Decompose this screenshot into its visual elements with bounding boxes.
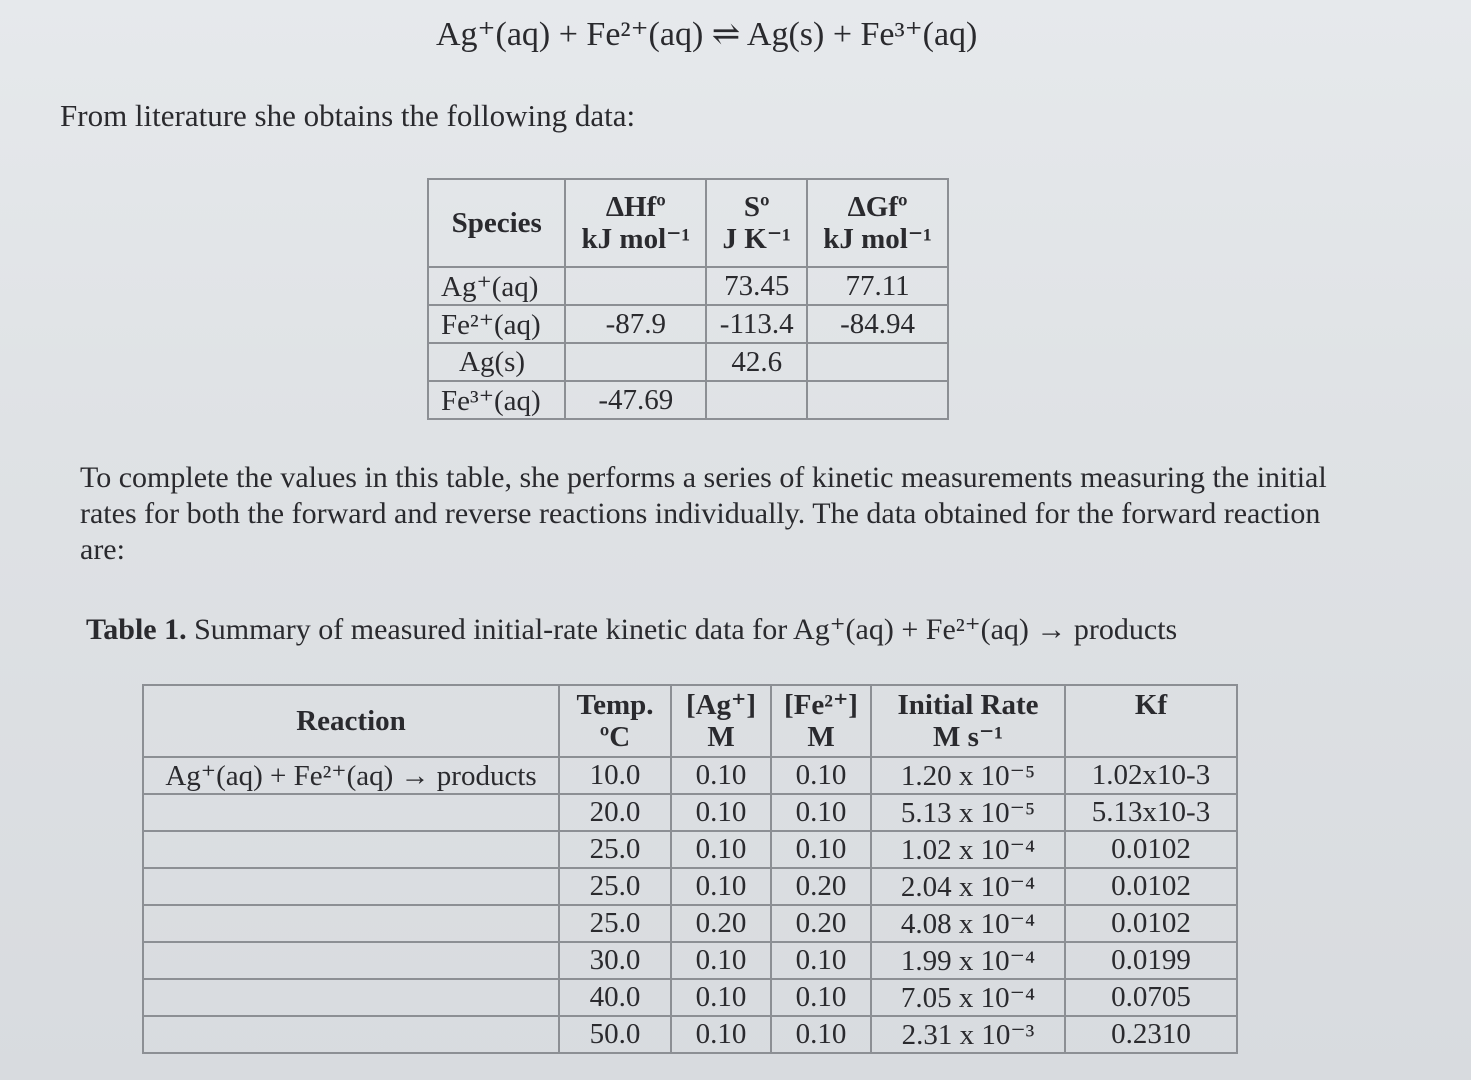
kinetic-header-rate <box>871 685 1065 757</box>
header-line2: kJ mol⁻¹ <box>581 223 691 255</box>
reaction-cell <box>143 794 559 831</box>
rate-cell: 5.13 x 10⁻⁵ <box>871 794 1065 831</box>
table-row <box>143 868 1237 905</box>
fe-conc-cell: 0.10 <box>771 942 871 979</box>
entropy-cell: -113.4 <box>706 305 807 343</box>
ag-conc-cell: 0.10 <box>671 1016 771 1053</box>
rate-cell: 4.08 x 10⁻⁴ <box>871 905 1065 942</box>
ag-conc-cell: 0.10 <box>671 868 771 905</box>
table-row <box>428 267 948 305</box>
fe-conc-cell: 0.20 <box>771 868 871 905</box>
gibbs-cell <box>807 343 948 381</box>
reaction-cell: Ag⁺(aq) + Fe²⁺(aq) → products <box>143 757 559 794</box>
header-line2: M <box>807 721 835 753</box>
fe-conc-cell: 0.10 <box>771 757 871 794</box>
table-row <box>428 381 948 419</box>
kinetic-header-kf <box>1065 685 1237 757</box>
entropy-cell: 42.6 <box>706 343 807 381</box>
species-cell: Fe²⁺(aq) <box>428 305 565 343</box>
kf-cell: 5.13x10-3 <box>1065 794 1237 831</box>
reaction-equation: Ag⁺(aq) + Fe²⁺(aq) ⇌ Ag(s) + Fe³⁺(aq) <box>436 16 978 53</box>
entropy-cell: 73.45 <box>706 267 807 305</box>
thermo-header-enthalpy <box>565 179 706 267</box>
fe-conc-cell: 0.10 <box>771 794 871 831</box>
entropy-cell <box>706 381 807 419</box>
kf-cell: 0.0102 <box>1065 905 1237 942</box>
enthalpy-cell: -87.9 <box>565 305 706 343</box>
species-cell: Ag⁺(aq) <box>428 267 565 305</box>
fe-conc-cell: 0.10 <box>771 979 871 1016</box>
header-line2: J K⁻¹ <box>722 223 791 255</box>
temp-cell: 30.0 <box>559 942 671 979</box>
header-line1: Reaction <box>296 705 406 737</box>
temp-cell: 25.0 <box>559 831 671 868</box>
ag-conc-cell: 0.10 <box>671 831 771 868</box>
header-line1: Sº <box>743 191 770 223</box>
header-line1: ΔHfº <box>605 191 666 223</box>
table-row <box>143 757 1237 794</box>
species-cell: Ag(s) <box>428 343 565 381</box>
thermo-header-row <box>428 179 948 267</box>
kinetic-header-temp <box>559 685 671 757</box>
enthalpy-cell: -47.69 <box>565 381 706 419</box>
fe-conc-cell: 0.20 <box>771 905 871 942</box>
fe-conc-cell: 0.10 <box>771 831 871 868</box>
gibbs-cell: -84.94 <box>807 305 948 343</box>
species-cell: Fe³⁺(aq) <box>428 381 565 419</box>
kf-cell: 0.0705 <box>1065 979 1237 1016</box>
table-row <box>143 794 1237 831</box>
rate-cell: 2.04 x 10⁻⁴ <box>871 868 1065 905</box>
fe-conc-cell: 0.10 <box>771 1016 871 1053</box>
intro-text: From literature she obtains the following data: <box>60 98 636 133</box>
table-row <box>143 1016 1237 1053</box>
kf-cell: 0.2310 <box>1065 1016 1237 1053</box>
rate-cell: 1.99 x 10⁻⁴ <box>871 942 1065 979</box>
header-line2: kJ mol⁻¹ <box>823 223 932 255</box>
kinetic-header-row <box>143 685 1237 757</box>
thermo-data-table <box>427 178 949 420</box>
rate-cell: 7.05 x 10⁻⁴ <box>871 979 1065 1016</box>
table-row <box>428 343 948 381</box>
kinetic-header-reaction <box>143 685 559 757</box>
temp-cell: 25.0 <box>559 905 671 942</box>
temp-cell: 50.0 <box>559 1016 671 1053</box>
header-line1: Kf <box>1134 689 1168 721</box>
thermo-header-gibbs <box>807 179 948 267</box>
reaction-cell <box>143 979 559 1016</box>
table-caption <box>86 612 1177 647</box>
rate-cell: 2.31 x 10⁻³ <box>871 1016 1065 1053</box>
header-line2: ºC <box>599 721 631 753</box>
rate-cell: 1.20 x 10⁻⁵ <box>871 757 1065 794</box>
thermo-header-entropy <box>706 179 807 267</box>
header-line1: [Fe²⁺] <box>784 689 858 721</box>
header-line1: Initial Rate <box>897 689 1039 721</box>
table-row <box>143 942 1237 979</box>
header-line1: Species <box>451 207 542 239</box>
caption-label: Table 1. <box>86 613 187 646</box>
header-line1: Temp. <box>576 689 654 721</box>
kf-cell: 0.0199 <box>1065 942 1237 979</box>
enthalpy-cell <box>565 267 706 305</box>
ag-conc-cell: 0.10 <box>671 942 771 979</box>
table-row <box>143 905 1237 942</box>
header-line1: ΔGfº <box>847 191 908 223</box>
kinetic-header-fe <box>771 685 871 757</box>
reaction-cell <box>143 831 559 868</box>
reaction-cell <box>143 868 559 905</box>
kinetic-header-ag <box>671 685 771 757</box>
table-row <box>428 305 948 343</box>
temp-cell: 40.0 <box>559 979 671 1016</box>
caption-text: Summary of measured initial-rate kinetic data for Ag⁺(aq) + Fe²⁺(aq) → products <box>186 613 1178 646</box>
kf-cell: 0.0102 <box>1065 831 1237 868</box>
kf-cell: 1.02x10-3 <box>1065 757 1237 794</box>
gibbs-cell: 77.11 <box>807 267 948 305</box>
thermo-header-species <box>428 179 565 267</box>
ag-conc-cell: 0.10 <box>671 757 771 794</box>
kf-cell: 0.0102 <box>1065 868 1237 905</box>
temp-cell: 25.0 <box>559 868 671 905</box>
ag-conc-cell: 0.20 <box>671 905 771 942</box>
reaction-cell <box>143 1016 559 1053</box>
header-line1: [Ag⁺] <box>685 689 757 721</box>
enthalpy-cell <box>565 343 706 381</box>
reaction-cell <box>143 942 559 979</box>
table-row <box>143 979 1237 1016</box>
description-paragraph: To complete the values in this table, she performs a series of kinetic measurements measuring the initial rates for both the forward and reverse reactions individually. The data obtained for the forward reaction are: <box>80 461 1327 566</box>
temp-cell: 10.0 <box>559 757 671 794</box>
ag-conc-cell: 0.10 <box>671 979 771 1016</box>
table-row <box>143 831 1237 868</box>
temp-cell: 20.0 <box>559 794 671 831</box>
kinetic-data-table <box>142 684 1238 1054</box>
rate-cell: 1.02 x 10⁻⁴ <box>871 831 1065 868</box>
header-line2: M <box>707 721 735 753</box>
gibbs-cell <box>807 381 948 419</box>
header-line2: M s⁻¹ <box>933 721 1003 753</box>
reaction-cell <box>143 905 559 942</box>
ag-conc-cell: 0.10 <box>671 794 771 831</box>
